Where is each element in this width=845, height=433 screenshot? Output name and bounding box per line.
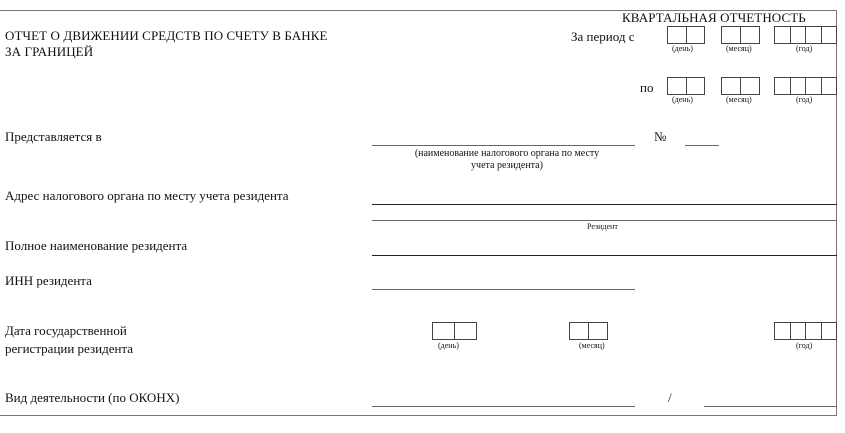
period-to-day-caption: (день) bbox=[672, 95, 693, 104]
registration-month-caption: (месяц) bbox=[579, 341, 605, 350]
inn-field[interactable] bbox=[372, 289, 635, 290]
period-to-year-caption: (год) bbox=[796, 95, 813, 104]
resident-caption: Резидент bbox=[587, 222, 618, 231]
tax-address-field[interactable] bbox=[372, 204, 837, 205]
tax-authority-caption-line-1: (наименование налогового органа по месту bbox=[414, 148, 600, 159]
activity-label: Вид деятельности (по ОКОНХ) bbox=[5, 390, 180, 405]
period-to-year-field[interactable] bbox=[774, 77, 837, 95]
report-title-line-2: ЗА ГРАНИЦЕЙ bbox=[5, 44, 94, 59]
full-name-label: Полное наименование резидента bbox=[5, 238, 188, 253]
tax-authority-number-field[interactable] bbox=[685, 145, 719, 146]
registration-year-field[interactable] bbox=[774, 322, 837, 340]
tax-authority-caption-line-2: учета резидента) bbox=[471, 160, 543, 171]
number-sign: № bbox=[654, 129, 667, 144]
registration-year-caption: (год) bbox=[796, 341, 813, 350]
tax-address-label: Адрес налогового органа по месту учета резидента bbox=[5, 188, 289, 203]
registration-label-line-2: регистрации резидента bbox=[5, 341, 134, 356]
period-from-day-caption: (день) bbox=[672, 44, 693, 53]
report-title-line-1: ОТЧЕТ О ДВИЖЕНИИ СРЕДСТВ ПО СЧЕТУ В БАНКЕ bbox=[5, 28, 328, 43]
period-from-day-field[interactable] bbox=[667, 26, 705, 44]
submitted-to-label: Представляется в bbox=[5, 129, 102, 144]
registration-month-field[interactable] bbox=[569, 322, 608, 340]
resident-line[interactable] bbox=[372, 220, 837, 221]
inn-label: ИНН резидента bbox=[5, 273, 92, 288]
period-from-year-field[interactable] bbox=[774, 26, 837, 44]
activity-code-field[interactable] bbox=[372, 406, 635, 407]
registration-label-line-1: Дата государственной bbox=[5, 323, 127, 338]
registration-day-field[interactable] bbox=[432, 322, 477, 340]
period-to-label: по bbox=[640, 80, 654, 95]
full-name-field[interactable] bbox=[372, 255, 837, 256]
activity-separator: / bbox=[668, 390, 672, 405]
quarterly-reporting-title: КВАРТАЛЬНАЯ ОТЧЕТНОСТЬ bbox=[622, 10, 806, 25]
period-to-month-caption: (месяц) bbox=[726, 95, 752, 104]
registration-day-caption: (день) bbox=[438, 341, 459, 350]
period-from-month-field[interactable] bbox=[721, 26, 760, 44]
period-to-month-field[interactable] bbox=[721, 77, 760, 95]
period-from-year-caption: (год) bbox=[796, 44, 813, 53]
tax-authority-name-field[interactable] bbox=[372, 145, 635, 146]
tax-authority-caption bbox=[378, 148, 636, 172]
activity-subcode-field[interactable] bbox=[704, 406, 837, 407]
period-to-day-field[interactable] bbox=[667, 77, 705, 95]
period-from-label: За период с bbox=[571, 29, 635, 44]
period-from-month-caption: (месяц) bbox=[726, 44, 752, 53]
